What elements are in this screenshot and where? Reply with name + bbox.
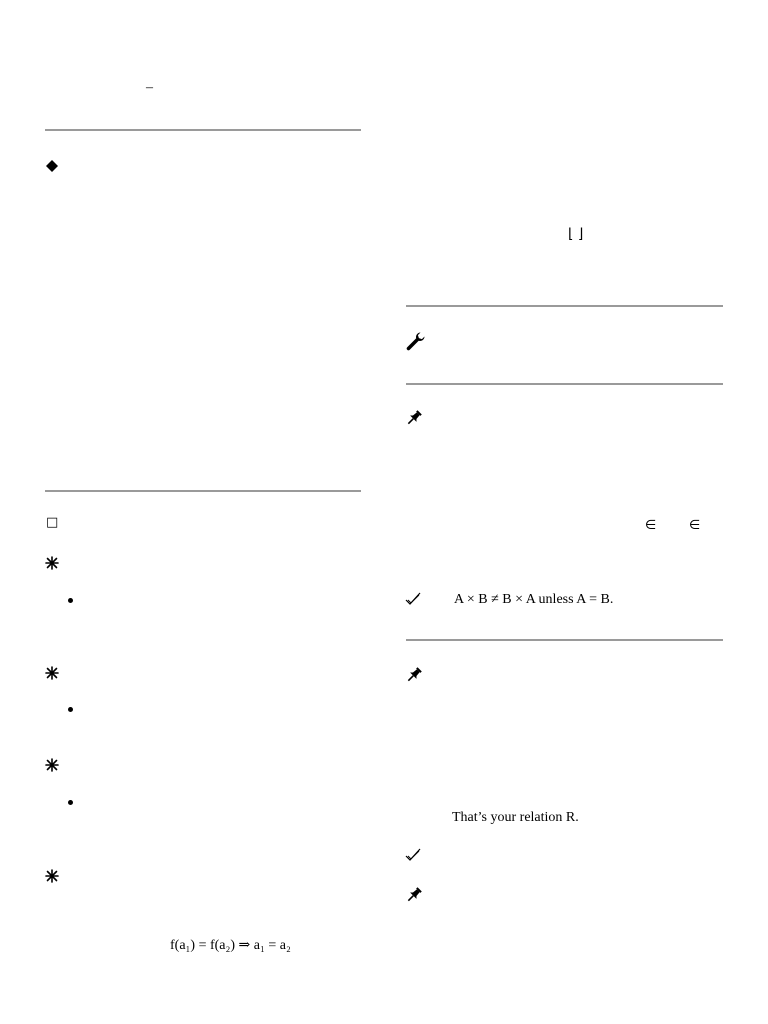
element-of-symbol: ∈: [645, 518, 657, 533]
right-divider-3: [406, 639, 723, 641]
floor-brackets: ⌊ ⌋: [568, 226, 584, 242]
top-dash: –: [146, 80, 153, 95]
diamond-icon: [46, 160, 58, 172]
pin-icon: [405, 666, 423, 684]
pin-icon: [405, 409, 423, 427]
injectivity-formula: f(a₁) = f(a₂) ⇒ a₁ = a₂: [170, 938, 291, 953]
list-bullet: [68, 707, 73, 712]
check-icon: [405, 592, 421, 606]
check-note: A × B ≠ B × A unless A = B.: [454, 592, 614, 607]
box-icon: □: [46, 515, 59, 530]
wrench-icon: [405, 331, 425, 351]
asterisk-icon: [45, 758, 59, 772]
asterisk-icon: [45, 556, 59, 570]
list-bullet: [68, 598, 73, 603]
relation-note: That’s your relation R.: [452, 810, 579, 825]
right-divider-2: [406, 383, 723, 385]
check-icon: [405, 848, 421, 862]
asterisk-icon: [45, 666, 59, 680]
right-divider-1: [406, 305, 723, 307]
element-of-symbol: ∈: [689, 518, 701, 533]
list-bullet: [68, 800, 73, 805]
pin-icon: [405, 886, 423, 904]
left-divider-1: [45, 129, 361, 131]
asterisk-icon: [45, 869, 59, 883]
left-divider-2: [45, 490, 361, 492]
